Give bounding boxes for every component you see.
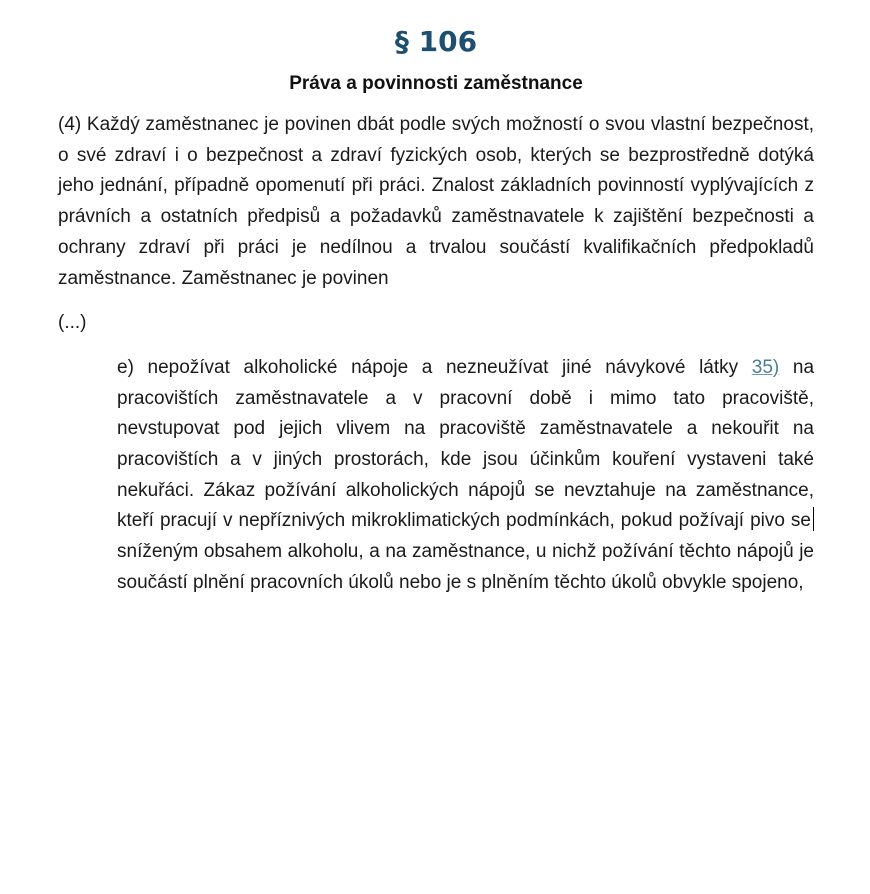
item-e-text-before: e) nepožívat alkoholické nápoje a nezneužívat jiné návykové látky: [117, 356, 739, 378]
footnote-link[interactable]: 35): [751, 356, 780, 378]
paragraph-4: (4) Každý zaměstnanec je povinen dbát podle svých možností o svou vlastní bezpečnost, o své zdraví i o bezpečnost a zdraví fyzických osob, kterých se bezprostředně dotýká jeho jednání, případně opomenutí při práci. Znalost základních povinností vyplývajících z právních a ostatních předpisů a požadavků zaměstnavatele k zajištění bezpečnosti a ochrany zdraví při práci je nedílnou a trvalou součástí kvalifikačních předpokladů zaměstnance. Zaměstnanec je povinen: [58, 114, 814, 289]
section-title: Práva a povinnosti zaměstnance: [289, 73, 583, 94]
omission-marker: (...): [58, 312, 87, 334]
item-e: [117, 353, 814, 599]
item-e-text-end: sníženým obsahem alkoholu, a na zaměstnance, u nichž požívání těchto nápojů je součástí plnění pracovních úkolů nebo je s plněním těchto úkolů obvykle spojeno,: [117, 541, 814, 593]
section-number: § 106: [394, 25, 478, 58]
item-e-text-after: na pracovištích zaměstnavatele a v pracovní době i mimo tato pracoviště, nevstupovat pod jejich vlivem na pracoviště zaměstnavatele a nekouřit na pracovištích a v jiných prostorách, kde jsou účinkům kouření vystaveni také nekuřáci. Zákaz požívání alkoholických nápojů se nevztahuje na zaměstnance, kteří pracují v nepříznivých mikroklimatických podmínkách, pokud požívají pivo se: [117, 356, 815, 532]
document-page: [58, 22, 814, 599]
text-cursor: [813, 507, 814, 531]
